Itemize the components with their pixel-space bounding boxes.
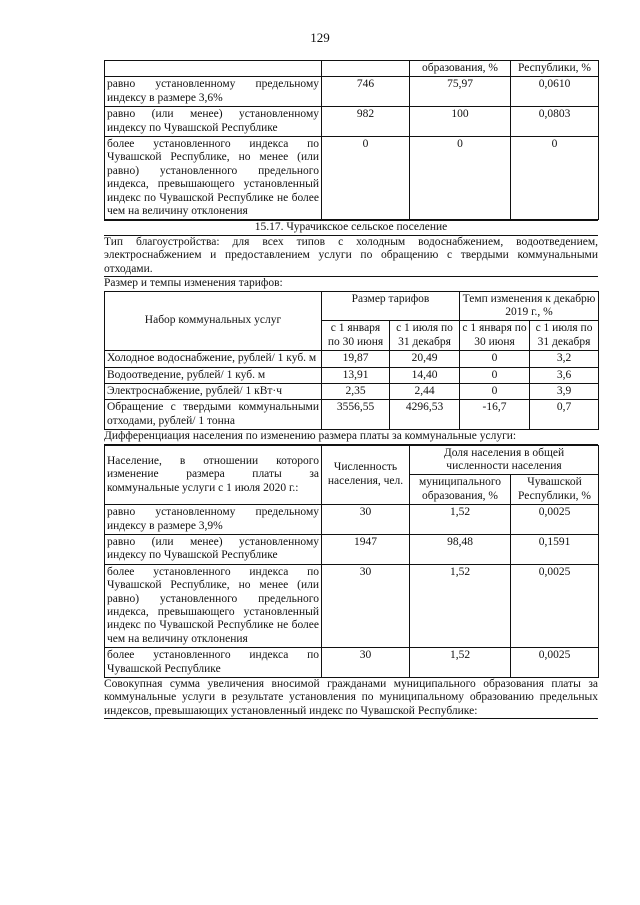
- table-header-row: [105, 445, 599, 475]
- differentiation-intro: Дифференциация населения по изменению размера платы за коммунальные услуги:: [104, 430, 598, 444]
- population-table: [104, 445, 599, 679]
- tariff-table: [104, 291, 599, 431]
- table-row: Холодное водоснабжение, рублей/ 1 куб. м 19,87 20,49 0 3,2: [105, 351, 599, 367]
- header-municipal: образования, %: [410, 61, 511, 77]
- table-row: более установленного индекса по Чувашской Республике, но менее (или равно) установленного предельного индекса, превышающего установленный индекс по Чувашской Республике не более чем на величину отклонения 0 0 0: [105, 137, 599, 220]
- header-change-rate: Темп изменения к декабрю 2019 г., %: [460, 291, 599, 321]
- page-number: 129: [310, 30, 330, 45]
- table-header-row: [105, 291, 599, 321]
- table-row: равно (или менее) установленному индексу по Чувашской Республике 1947 98,48 0,1591: [105, 535, 599, 565]
- table-header-row: [105, 61, 599, 77]
- table-row: более установленного индекса по Чувашской Республике, но менее (или равно) установленного предельного индекса, превышающего установленный индекс по Чувашской Республике не более чем на величину отклонения 30 1,52 0,0025: [105, 564, 599, 647]
- table-row: равно (или менее) установленному индексу по Чувашской Республике 982 100 0,0803: [105, 107, 599, 137]
- table-row: Электроснабжение, рублей/ 1 кВт·ч 2,35 2,44 0 3,9: [105, 383, 599, 399]
- table-row: равно установленному предельному индексу в размере 3,9% 30 1,52 0,0025: [105, 505, 599, 535]
- table-row: Обращение с твердыми коммунальными отходами, рублей/ 1 тонна 3556,55 4296,53 -16,7 0,7: [105, 400, 599, 430]
- table-row: равно установленному предельному индексу в размере 3,6% 746 75,97 0,0610: [105, 77, 599, 107]
- header-population: Население, в отношении которого изменение размера платы за коммунальные услуги с 1 июля 2020 г.:: [105, 445, 322, 505]
- total-increase-text: Совокупная сумма увеличения вносимой гражданами муниципального образования платы за коммунальные услуги в результате установления по муниципальному образованию предельных индексов, превышающих установленный индекс по Чувашской Республике:: [104, 678, 598, 719]
- improvement-type-text: Тип благоустройства: для всех типов с холодным водоснабжением, водоотведением, электроснабжением и предоставлением услуги по обращению с твердыми коммунальными отходами.: [104, 236, 598, 277]
- section-title: 15.17. Чурачикское сельское поселение: [104, 220, 598, 235]
- table-row: Водоотведение, рублей/ 1 куб. м 13,91 14,40 0 3,6: [105, 367, 599, 383]
- document-body: [104, 60, 598, 719]
- population-table-continued: [104, 60, 599, 220]
- header-municipal: муниципального образования, %: [410, 475, 511, 505]
- header-count: Численность населения, чел.: [322, 445, 410, 505]
- header-services: Набор коммунальных услуг: [105, 291, 322, 351]
- table-subheader-row: с 1 января по 30 июня с 1 июля по 31 декабря с 1 января по 30 июня с 1 июля по 31 декабря: [105, 321, 599, 351]
- header-republic: Республики, %: [511, 61, 599, 77]
- header-share: Доля населения в общей численности населения: [410, 445, 599, 475]
- tariffs-intro: Размер и темпы изменения тарифов:: [104, 277, 283, 290]
- table-row: более установленного индекса по Чувашской Республике 30 1,52 0,0025: [105, 648, 599, 678]
- header-republic: Чувашской Республики, %: [511, 475, 599, 505]
- header-tariff-size: Размер тарифов: [322, 291, 460, 321]
